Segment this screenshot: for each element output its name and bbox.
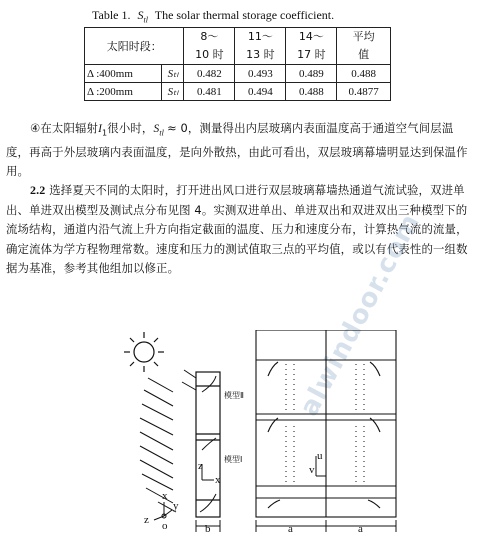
dimension-b: b: [205, 523, 211, 535]
caption-text: The solar thermal storage coefficient.: [154, 8, 335, 22]
flow-diagram-svg: [118, 330, 398, 540]
origin-axis-x: x: [162, 490, 168, 502]
header-label: 太阳时段：: [85, 28, 184, 65]
solar-coefficient-table: [84, 27, 391, 101]
front-axis-v: v: [309, 464, 315, 476]
watermark: alwindoor.com: [294, 208, 427, 422]
dimension-a-right: a: [358, 523, 363, 535]
origin-axis-o: o: [162, 520, 168, 532]
table-cell: 0.482: [184, 65, 235, 83]
row-label: Δ :400mm: [85, 65, 162, 83]
row-label: Δ :200mm: [85, 83, 162, 101]
figure-4-diagram: [118, 330, 398, 540]
caption-symbol: $S_{tl}$: [137, 8, 148, 25]
side-flow-arrows: [200, 376, 216, 512]
solar-rays: [140, 370, 196, 512]
table-row: [85, 83, 391, 101]
model-2-label: 模型Ⅱ: [224, 391, 244, 400]
table-cell: 0.481: [184, 83, 235, 101]
header-col-3: 14～ 17 时: [286, 28, 337, 65]
dimension-a-left: a: [288, 523, 293, 535]
origin-axis-z: z: [144, 514, 149, 526]
origin-axis-y: y: [173, 500, 179, 512]
measurement-points: [286, 364, 364, 486]
dimension-lines: [196, 520, 396, 532]
table-caption: [92, 7, 432, 28]
header-col-1: 8～ 10 时: [184, 28, 235, 65]
side-axis-x: x: [215, 474, 221, 486]
side-axes: [202, 464, 214, 480]
table-row: [85, 65, 391, 83]
header-col-4: 平均 值: [337, 28, 391, 65]
model-1-label: 模型Ⅰ: [224, 455, 243, 464]
section-number: 2.2: [30, 183, 46, 197]
side-axis-z: z: [198, 460, 203, 472]
table-cell: 0.488: [286, 83, 337, 101]
table-header-row: [85, 28, 391, 65]
sun-icon: [124, 332, 164, 372]
row-symbol: Sₜₗ: [162, 83, 184, 101]
table-cell: 0.488: [337, 65, 391, 83]
row-symbol: Sₜₗ: [162, 65, 184, 83]
table-cell: 0.489: [286, 65, 337, 83]
table-cell: 0.494: [235, 83, 286, 101]
front-axis-u: u: [317, 450, 323, 462]
paragraph-heat-retention: ④在太阳辐射$I_1$很小时，$S_{tl} \approx 0$，测量得出内层玻璃内表面温度高于通道空气间层温度，再高于外层玻璃内表面温度，是向外散热，由此可看出，双层玻璃幕墙明显达到保温作用。: [6, 121, 468, 179]
section-body: 选择夏天不同的太阳时，打开进出风口进行双层玻璃幕墙热通道气流试验，双进单出、单进双出模型及测试点分布见图 4。实测双进单出、单进双出和双进双出三种模型下的流场结构，通道内沿气流上升方向指定截面的温度、压力和速度分布，计算热气流的流量，确定流体为学方程物理常数。速度和压力的测试值取三点的平均值，或以有代表性的一组数据为基准，参考其他组加以修正。: [6, 183, 468, 275]
table-cell: 0.4877: [337, 83, 391, 101]
caption-prefix: Table 1.: [92, 8, 131, 22]
header-col-2: 11～ 13 时: [235, 28, 286, 65]
table-cell: 0.493: [235, 65, 286, 83]
